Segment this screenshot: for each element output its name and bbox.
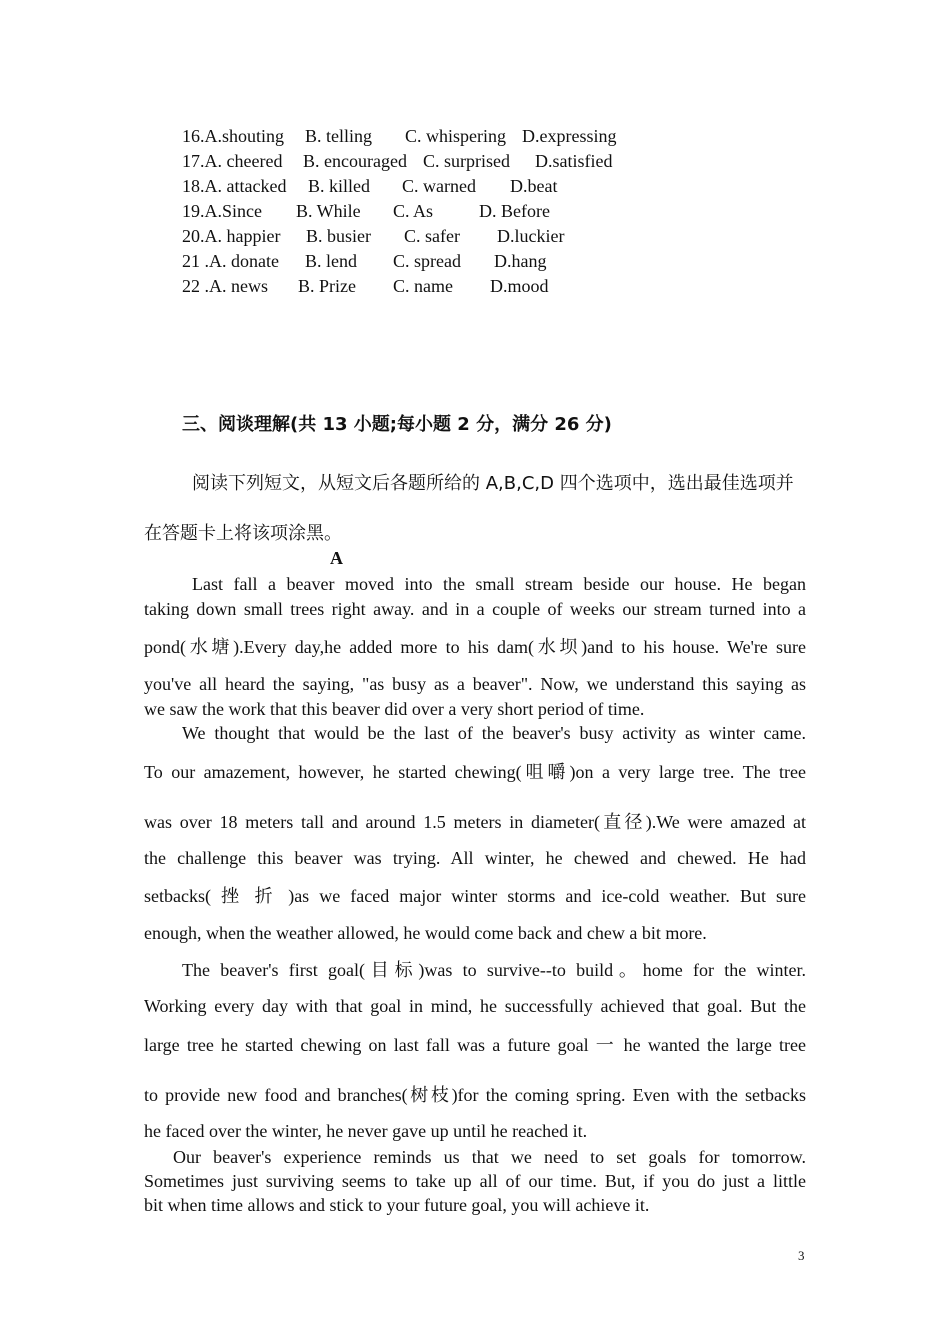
option-b: B. busier	[306, 226, 371, 246]
option-row-21	[182, 249, 616, 274]
option-b: B. While	[296, 201, 361, 221]
option-row-19	[182, 199, 616, 224]
option-a: 19.A.Since	[182, 201, 262, 221]
option-a: 16.A.shouting	[182, 126, 285, 146]
option-d: D. Before	[479, 201, 550, 221]
option-d: D.luckier	[497, 226, 565, 246]
passage-line: Working every day with that goal in mind, he successfully achieved that goal. But the	[144, 996, 806, 1016]
page-number: 3	[798, 1248, 805, 1263]
option-row-16	[182, 124, 616, 149]
option-row-17	[182, 149, 616, 174]
option-c: C. spread	[393, 251, 461, 271]
passage-line: bit when time allows and stick to your future goal, you will achieve it.	[144, 1195, 650, 1215]
option-a: 17.A. cheered	[182, 151, 283, 171]
option-b: B. killed	[308, 176, 370, 196]
option-c: C. safer	[404, 226, 460, 246]
option-c: C. name	[393, 276, 453, 296]
passage-line: we saw the work that this beaver did over a very short period of time.	[144, 699, 645, 719]
passage-line: The beaver's first goal(目标)was to survive--to build。home for the winter.	[182, 960, 806, 980]
option-b: B. Prize	[298, 276, 356, 296]
passage-line: enough, when the weather allowed, he would come back and chew a bit more.	[144, 923, 707, 943]
option-d: D.hang	[494, 251, 547, 271]
option-c: C. surprised	[423, 151, 510, 171]
option-c: C. warned	[402, 176, 476, 196]
option-d: D.beat	[510, 176, 558, 196]
passage-paragraph-2	[144, 721, 806, 946]
passage-paragraph-4	[144, 1145, 806, 1217]
option-d: D.satisfied	[535, 151, 613, 171]
option-a: 21 .A. donate	[182, 251, 279, 271]
passage-line: Our beaver's experience reminds us that we need to set goals for tomorrow.	[173, 1147, 806, 1167]
passage-line: Last fall a beaver moved into the small stream beside our house. He began	[168, 574, 806, 594]
option-row-20	[182, 224, 616, 249]
passage-line: to provide new food and branches(树枝)for the coming spring. Even with the setbacks	[144, 1085, 806, 1105]
passage-line: the challenge this beaver was trying. All winter, he chewed and chewed. He had	[144, 848, 806, 868]
passage-line: We thought that would be the last of the beaver's busy activity as winter came.	[182, 723, 806, 743]
option-c: C. As	[393, 201, 434, 221]
option-row-22	[182, 274, 616, 299]
passage-paragraph-1	[144, 572, 806, 722]
option-d: D.mood	[490, 276, 549, 296]
passage-line: large tree he started chewing on last fall was a future goal 一 he wanted the large tree	[144, 1035, 806, 1055]
option-b: B. encouraged	[303, 151, 407, 171]
cloze-options	[182, 124, 616, 299]
option-a: 20.A. happier	[182, 226, 281, 246]
option-b: B. lend	[305, 251, 357, 271]
passage-line: setbacks( 挫 折 )as we faced major winter storms and ice-cold weather. But sure	[144, 886, 806, 906]
passage-label: A	[330, 548, 343, 568]
passage-line: he faced over the winter, he never gave up until he reached it.	[144, 1121, 588, 1141]
option-b: B. telling	[305, 126, 372, 146]
option-c: C. whispering	[405, 126, 506, 146]
passage-line: To our amazement, however, he started chewing(咀嚼)on a very large tree. The tree	[144, 762, 806, 782]
passage-paragraph-3	[144, 958, 806, 1144]
option-d: D.expressing	[522, 126, 617, 146]
passage-line: was over 18 meters tall and around 1.5 meters in diameter(直径).We were amazed at	[144, 812, 806, 832]
section-instruction: 阅读下列短文，从短文后各题所给的 A,B,C,D 四个选项中，选出最佳选项并在答题卡上将该项涂黑。	[144, 473, 794, 544]
option-a: 18.A. attacked	[182, 176, 287, 196]
section-title: 三、阅谈理解(共 13 小题;每小题 2 分，满分 26 分)	[182, 414, 612, 435]
option-row-18	[182, 174, 616, 199]
passage-line: you've all heard the saying, "as busy as a beaver". Now, we understand this saying as	[144, 674, 806, 694]
passage-line: Sometimes just surviving seems to take up all of our time. But, if you do just a little	[144, 1171, 806, 1191]
passage-line: pond(水塘).Every day,he added more to his dam(水坝)and to his house. We're sure	[144, 637, 806, 657]
passage-line: taking down small trees right away. and in a couple of weeks our stream turned into a	[144, 599, 806, 619]
option-a: 22 .A. news	[182, 276, 268, 296]
